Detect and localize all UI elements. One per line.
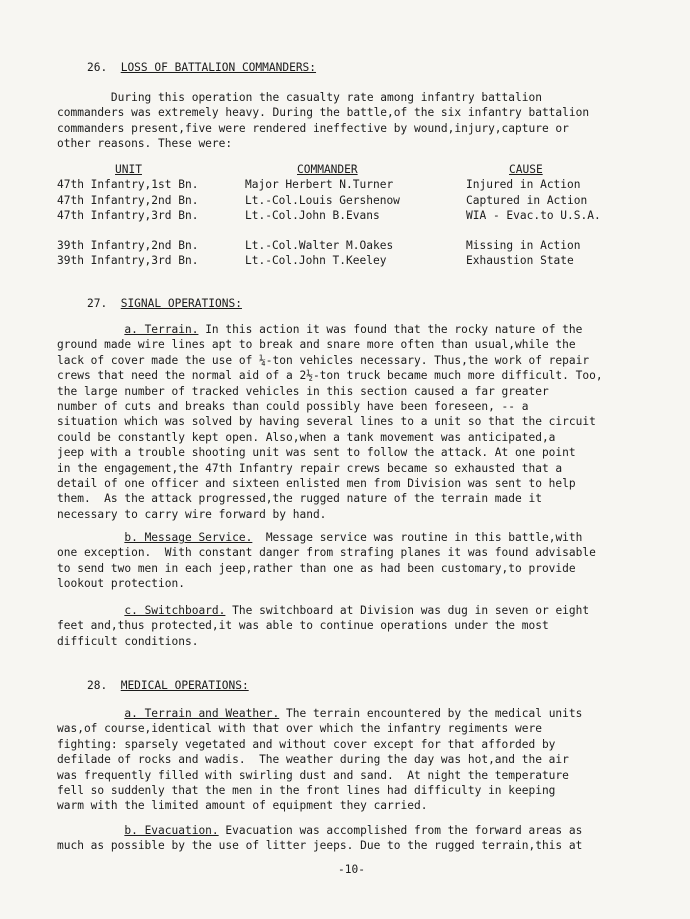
cell-unit: 47th Infantry,2nd Bn. [57,193,199,207]
text-line: feet and,thus protected,it was able to continue operations under the most [57,619,549,633]
text-run: The switchboard at Division was dug in seven or eight [225,604,590,617]
cell-cause: WIA - Evac.to U.S.A. [466,209,601,223]
section-26-title: LOSS OF BATTALION COMMANDERS: [120,61,317,74]
subsection-label: b. Message Service. [124,531,253,544]
table-header-row [57,162,647,177]
cell-commander: Lt.-Col.Louis Gershenow [245,193,400,207]
header-commander: COMMANDER [297,163,358,176]
text-line: warm with the limited amount of equipment they carried. [57,799,428,813]
cell-commander: Lt.-Col.John B.Evans [245,209,380,223]
table-row [57,238,647,253]
subsection-label: a. Terrain. [124,323,199,336]
section-28-number: 28. [87,679,108,692]
table-row [57,177,647,192]
cell-unit: 47th Infantry,1st Bn. [57,178,199,192]
header-unit: UNIT [115,163,142,176]
text-line: crews that need the normal aid of a 2½-ton truck became much more difficult. Too, [57,369,603,383]
cell-cause: Missing in Action [466,238,581,252]
cell-cause: Injured in Action [466,178,581,192]
text-line [57,603,641,618]
text-line [57,823,641,838]
text-line: was,of course,identical with that over which the infantry regiments were [57,722,542,736]
text-line: was frequently filled with swirling dust and sand. At night the temperature [57,768,569,782]
text-line: in the engagement,the 47th Infantry repair crews became so exhausted that a [57,461,563,475]
text-line: fighting: sparsely vegetated and without cover except for that afforded by [57,737,556,751]
text-line: jeep with a trouble shooting unit was sent to follow the attack. At one point [57,446,576,460]
page-number: -10- [338,863,365,876]
text-line [57,706,641,721]
cell-commander: Lt.-Col.John T.Keeley [245,253,387,267]
section-26-heading [87,60,316,75]
text-line: lookout protection. [57,577,185,591]
text-line: commanders was extremely heavy. During the battle,of the six infantry battalion [57,106,590,120]
text-line: number of cuts and breaks than could possibly have been foreseen, -- a [57,400,529,414]
section-27-number: 27. [87,297,108,310]
header-cause: CAUSE [509,163,543,176]
section-28a-terrain-weather [57,706,641,814]
text-line: ground made wire lines apt to break and snare more often than usual,while the [57,338,576,352]
cell-commander: Major Herbert N.Turner [245,178,394,192]
text-line: detail of one officer and sixteen enlisted men from Division was sent to help [57,477,576,491]
section-27b-message-service [57,530,641,592]
section-27-title: SIGNAL OPERATIONS: [120,297,242,310]
text-line: other reasons. These were: [57,137,233,151]
text-line: necessary to carry wire forward by hand. [57,507,327,521]
text-line: one exception. With constant danger from strafing planes it was found advisable [57,546,596,560]
subsection-label: a. Terrain and Weather. [124,707,280,720]
section-26-intro [57,90,641,152]
text-run: Evacuation was accomplished from the forward areas as [218,824,583,837]
text-line: defilade of rocks and wadis. The weather during the day was hot,and the air [57,753,569,767]
cell-cause: Captured in Action [466,193,588,207]
text-line: During this operation the casualty rate among infantry battalion [57,91,542,104]
text-line: commanders present,five were rendered ineffective by wound,injury,capture or [57,121,569,135]
text-line [57,322,641,337]
cell-unit: 47th Infantry,3rd Bn. [57,209,199,223]
commanders-table [57,162,647,268]
table-row [57,208,647,223]
section-28-title: MEDICAL OPERATIONS: [120,679,249,692]
subsection-label: c. Switchboard. [124,604,226,617]
table-row [57,253,647,268]
cell-unit: 39th Infantry,3rd Bn. [57,253,199,267]
section-27a-terrain [57,322,641,522]
section-28-heading [87,678,249,693]
text-line [57,530,641,545]
text-line: them. As the attack progressed,the rugged nature of the terrain made it [57,492,542,506]
text-line: lack of cover made the use of ¼-ton vehicles necessary. Thus,the work of repair [57,353,590,367]
cell-cause: Exhaustion State [466,253,574,267]
text-line: to send two men in each jeep,rather than one as had been customary,to provide [57,561,576,575]
text-line: fell so suddenly that the men in the front lines had difficulty in keeping [57,784,556,798]
text-run: Message service was routine in this battle,with [252,531,583,544]
text-line: difficult conditions. [57,634,199,648]
section-27c-switchboard [57,603,641,649]
section-27-heading [87,296,242,311]
subsection-label: b. Evacuation. [124,824,219,837]
text-line: situation which was solved by having several lines to a unit so that the circuit [57,415,596,429]
text-run: In this action it was found that the rocky nature of the [198,323,583,336]
cell-commander: Lt.-Col.Walter M.Oakes [245,238,394,252]
text-line: much as possible by the use of litter jeeps. Due to the rugged terrain,this at [57,839,583,853]
text-line: the large number of tracked vehicles in this section caused a far greater [57,384,549,398]
section-26-number: 26. [87,61,108,74]
cell-unit: 39th Infantry,2nd Bn. [57,238,199,252]
text-line: could be constantly kept open. Also,when a tank movement was anticipated,a [57,430,556,444]
text-run: The terrain encountered by the medical units [279,707,583,720]
section-28b-evacuation [57,823,641,854]
table-row [57,193,647,208]
